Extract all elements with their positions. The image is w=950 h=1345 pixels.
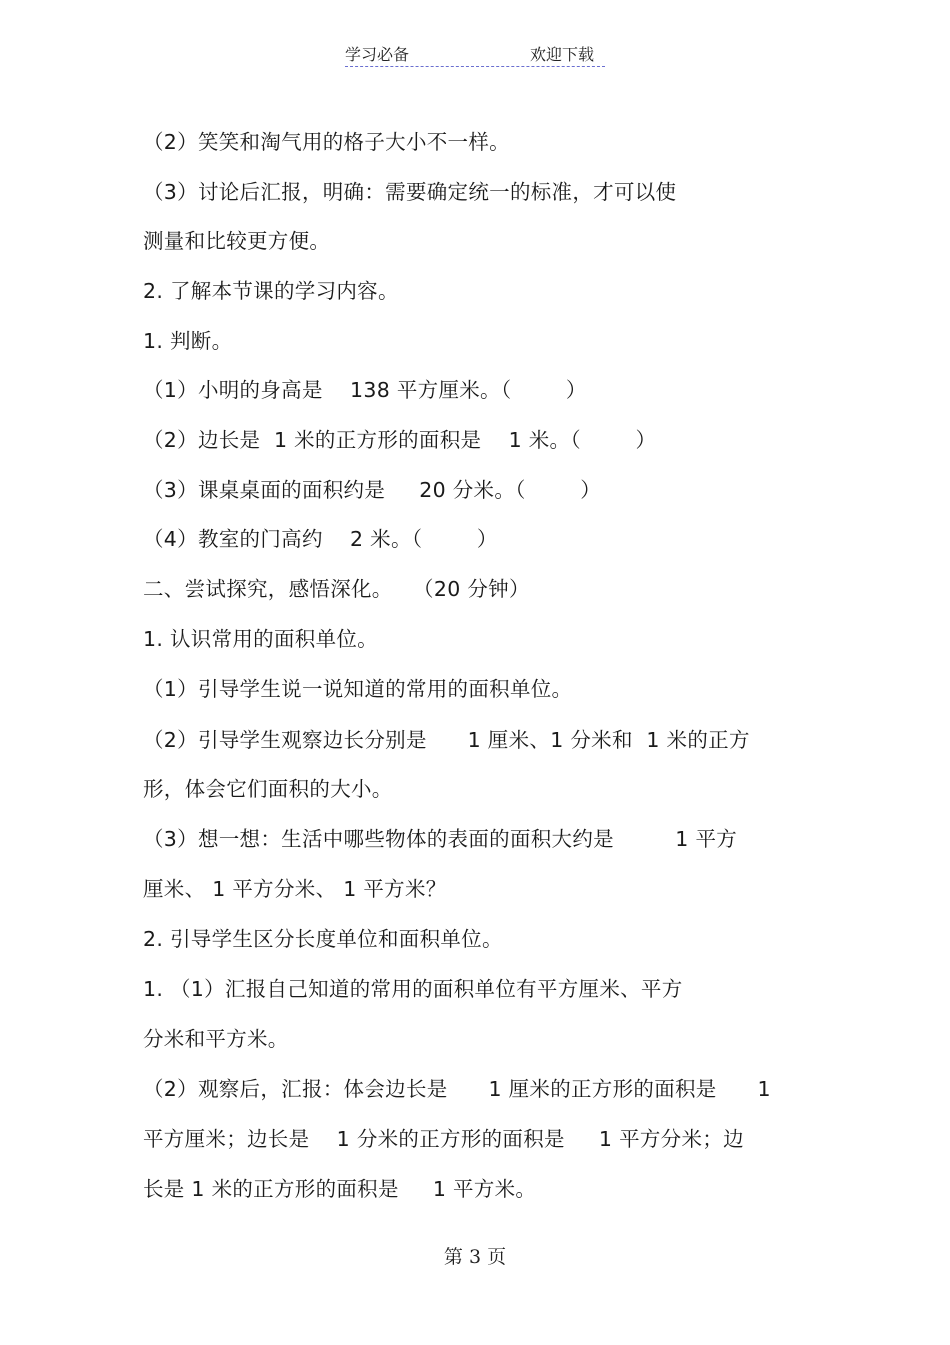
- text-line-17: 2. 引导学生区分长度单位和面积单位。: [143, 927, 503, 951]
- text-line-20: （2）观察后，汇报：体会边长是 1 厘米的正方形的面积是 1: [143, 1077, 771, 1101]
- text-line-21: 平方厘米；边长是 1 分米的正方形的面积是 1 平方分米；边: [143, 1127, 744, 1151]
- text-line-19: 分米和平方米。: [143, 1027, 289, 1051]
- text-line-8: （3）课桌桌面的面积约是 20 分米。（ ）: [143, 478, 602, 502]
- text-line-22: 长是 1 米的正方形的面积是 1 平方米。: [143, 1177, 537, 1201]
- text-line-14: 形，体会它们面积的大小。: [143, 777, 393, 801]
- text-line-4: 2. 了解本节课的学习内容。: [143, 279, 399, 303]
- text-line-10: 二、尝试探究，感悟深化。 （20 分钟）: [143, 577, 530, 601]
- text-line-18: 1. （1）汇报自己知道的常用的面积单位有平方厘米、平方: [143, 977, 683, 1001]
- text-line-12: （1）引导学生说一说知道的常用的面积单位。: [143, 677, 573, 701]
- page-number: 第 3 页: [443, 1246, 507, 1268]
- text-line-9: （4）教室的门高约 2 米。（ ）: [143, 527, 498, 551]
- text-line-16: 厘米、 1 平方分米、 1 平方米？: [143, 877, 447, 901]
- text-line-11: 1. 认识常用的面积单位。: [143, 627, 378, 651]
- text-line-2: （3）讨论后汇报，明确：需要确定统一的标准，才可以使: [143, 180, 677, 204]
- header-left-text: 学习必备: [345, 45, 410, 64]
- text-line-5: 1. 判断。: [143, 329, 233, 353]
- text-line-15: （3）想一想：生活中哪些物体的表面的面积大约是 1 平方: [143, 827, 738, 851]
- text-line-7: （2）边长是 1 米的正方形的面积是 1 米。（ ）: [143, 428, 657, 452]
- text-line-6: （1）小明的身高是 138 平方厘米。（ ）: [143, 378, 587, 402]
- text-line-13: （2）引导学生观察边长分别是 1 厘米、1 分米和 1 米的正方: [143, 728, 750, 752]
- page-header: [345, 42, 605, 67]
- text-line-1: （2）笑笑和淘气用的格子大小不一样。: [143, 130, 510, 154]
- text-line-3: 测量和比较更方便。: [143, 229, 331, 253]
- header-right-text: 欢迎下载: [530, 45, 595, 64]
